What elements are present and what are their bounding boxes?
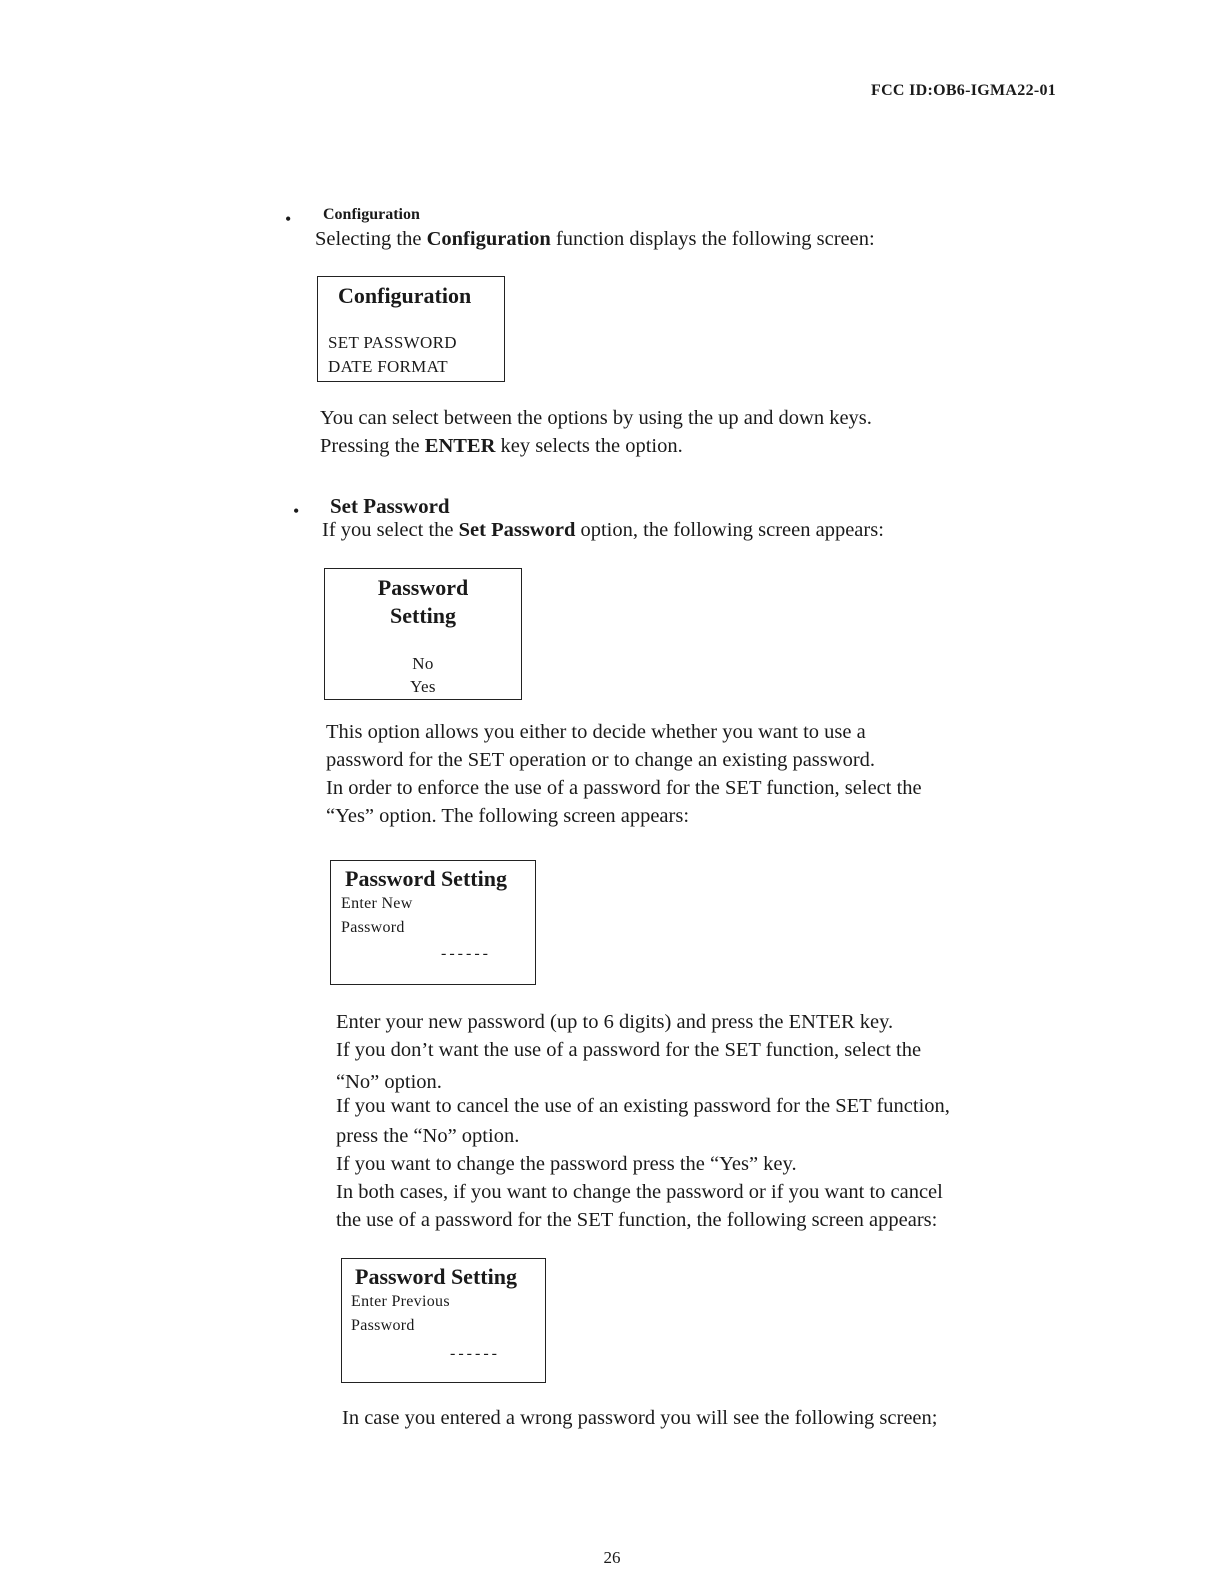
enter-previous-line1: Enter Previous — [351, 1293, 450, 1310]
enter-new-title: Password Setting — [345, 866, 507, 891]
menu-item-set-password: SET PASSWORD — [328, 333, 457, 352]
fcc-id-header: FCC ID:OB6-IGMA22-01 — [871, 82, 1057, 99]
after-pre: Pressing the — [320, 435, 425, 457]
password-setting-title-line1: Password — [377, 575, 469, 600]
para-line: This option allows you either to decide whether you want to use a — [326, 721, 866, 743]
password-dashes: ------ — [441, 945, 491, 962]
set-password-intro — [322, 520, 884, 541]
sp-intro-post: option, the following screen appears: — [575, 519, 884, 541]
password-setting-title-line2: Setting — [390, 603, 456, 628]
configuration-after-line1: You can select between the options by using the up and down keys. — [320, 407, 872, 429]
configuration-heading: Configuration — [323, 206, 420, 223]
para2-line: Enter your new password (up to 6 digits) and press the ENTER key. — [336, 1011, 894, 1033]
sp-intro-pre: If you select the — [322, 519, 459, 541]
option-yes: Yes — [410, 677, 436, 696]
para-line: “Yes” option. The following screen appears: — [326, 805, 690, 827]
configuration-screen — [317, 276, 505, 382]
closing-line: In case you entered a wrong password you will see the following screen; — [342, 1407, 938, 1429]
intro-pre: Selecting the — [315, 228, 427, 250]
after-post: key selects the option. — [495, 435, 683, 457]
after-bold: ENTER — [424, 435, 496, 457]
enter-new-line2: Password — [341, 919, 405, 936]
password-setting-screen — [324, 568, 522, 700]
para-line: In order to enforce the use of a password for the SET function, select the — [326, 777, 922, 799]
enter-previous-line2: Password — [351, 1317, 415, 1334]
configuration-after-line2 — [320, 436, 683, 457]
para-line: password for the SET operation or to change an existing password. — [326, 749, 876, 771]
page-number: 26 — [603, 1548, 621, 1567]
password-dashes: ------ — [450, 1345, 500, 1362]
enter-previous-title: Password Setting — [355, 1264, 517, 1289]
intro-bold: Configuration — [426, 228, 551, 250]
configuration-screen-title: Configuration — [338, 283, 472, 308]
para2-line: the use of a password for the SET function, the following screen appears: — [336, 1209, 938, 1231]
enter-previous-password-screen — [341, 1258, 546, 1383]
option-no: No — [412, 654, 434, 673]
bullet-configuration: • — [285, 209, 292, 229]
enter-new-line1: Enter New — [341, 895, 413, 912]
set-password-heading: Set Password — [330, 494, 450, 518]
intro-post: function displays the following screen: — [550, 228, 875, 250]
para2-line: press the “No” option. — [336, 1125, 520, 1147]
configuration-intro — [315, 229, 875, 250]
menu-item-date-format: DATE FORMAT — [328, 357, 448, 376]
para2-line: In both cases, if you want to change the password or if you want to cancel — [336, 1181, 943, 1203]
para2-line: If you want to change the password press the “Yes” key. — [336, 1153, 797, 1175]
para2-line: If you want to cancel the use of an existing password for the SET function, — [336, 1095, 950, 1117]
para2-line: “No” option. — [336, 1071, 442, 1093]
sp-intro-bold: Set Password — [458, 519, 576, 541]
para2-line: If you don’t want the use of a password for the SET function, select the — [336, 1039, 922, 1061]
bullet-set-password: • — [293, 501, 300, 521]
enter-new-password-screen — [330, 860, 536, 985]
